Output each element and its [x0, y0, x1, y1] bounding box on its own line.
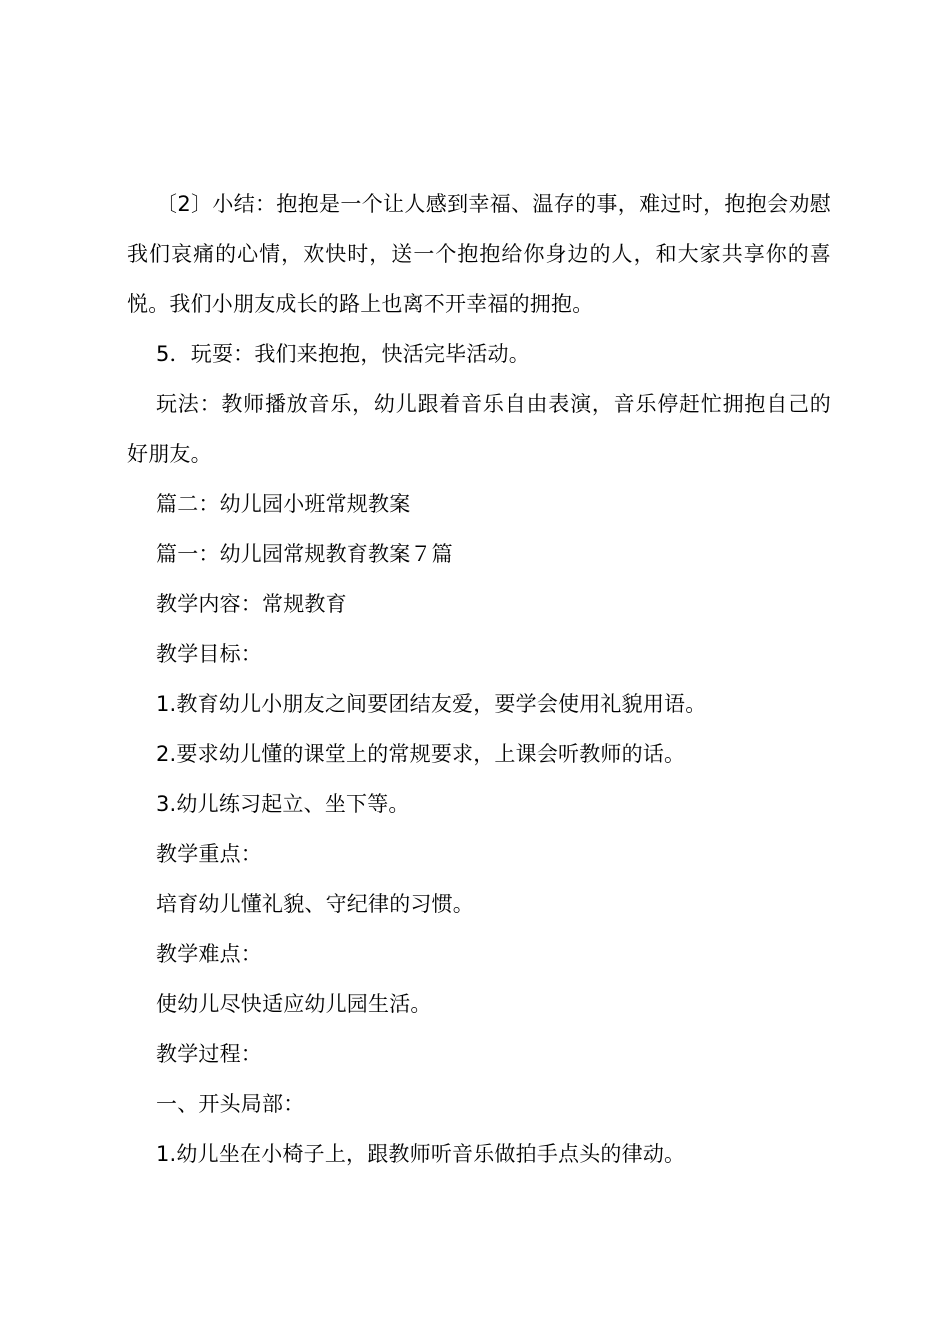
- heading-opening-section: 一、开头局部：: [156, 1092, 305, 1116]
- heading-teaching-process: 教学过程：: [156, 1042, 262, 1066]
- heading-key-points: 教学重点：: [156, 842, 262, 866]
- paragraph-key-points: 培育幼儿懂礼貌、守纪律的习惯。: [156, 892, 474, 916]
- heading-difficulties: 教学难点：: [156, 942, 262, 966]
- heading-teaching-goals: 教学目标：: [156, 642, 262, 666]
- paragraph-summary: 〔2〕小结：抱抱是一个让人感到幸福、温存的事，难过时，抱抱会劝慰我们哀痛的心情，欢快时，送一个抱抱给你身边的人，和大家共享你的喜悦。我们小朋友成长的路上也离不开幸福的拥抱。: [127, 192, 831, 316]
- paragraph-difficulties: 使幼儿尽快适应幼儿园生活。: [156, 992, 432, 1016]
- paragraph-game-rules: 玩法：教师播放音乐，幼儿跟着音乐自由表演，音乐停赶忙拥抱自己的好朋友。: [127, 392, 831, 466]
- heading-part-two: 篇二：幼儿园小班常规教案: [156, 492, 411, 516]
- paragraph-teaching-content: 教学内容：常规教育: [156, 592, 347, 616]
- list-item-goal-3: 3.幼儿练习起立、坐下等。: [156, 792, 410, 816]
- document-body: [127, 179, 831, 1179]
- list-item-goal-2: 2.要求幼儿懂的课堂上的常规要求，上课会听教师的话。: [156, 742, 686, 766]
- heading-part-one: 篇一：幼儿园常规教育教案７篇: [156, 542, 453, 566]
- list-item-opening-1: 1.幼儿坐在小椅子上，跟教师听音乐做拍手点头的律动。: [156, 1142, 686, 1166]
- list-item-goal-1: 1.教育幼儿小朋友之间要团结友爱，要学会使用礼貌用语。: [156, 692, 707, 716]
- paragraph-game: 5．玩耍：我们来抱抱，快活完毕活动。: [156, 342, 530, 366]
